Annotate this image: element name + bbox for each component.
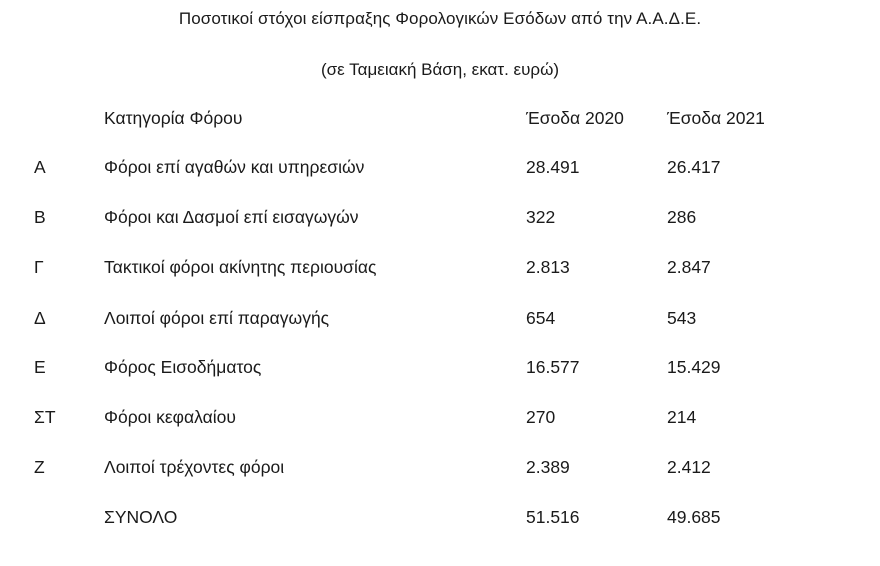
row-category: Λοιποί φόροι επί παραγωγής (104, 308, 330, 328)
row-value-2020: 2.813 (526, 257, 570, 277)
table-header-row (0, 108, 880, 134)
row-category: Φόροι επί αγαθών και υπηρεσιών (104, 157, 365, 177)
total-label: ΣΥΝΟΛΟ (104, 507, 178, 527)
row-category: Τακτικοί φόροι ακίνητης περιουσίας (104, 257, 377, 277)
row-code: Β (34, 207, 46, 227)
row-value-2020: 16.577 (526, 357, 580, 377)
row-value-2020: 322 (526, 207, 556, 227)
row-code: Δ (34, 308, 46, 328)
document-subtitle: (σε Ταμειακή Βάση, εκατ. ευρώ) (320, 60, 560, 79)
row-value-2020: 28.491 (526, 157, 580, 177)
column-header-2020: Έσοδα 2020 (526, 108, 624, 128)
table-row (0, 308, 880, 334)
row-code: ΣΤ (34, 407, 56, 427)
row-value-2021: 2.847 (667, 257, 711, 277)
row-value-2021: 214 (667, 407, 697, 427)
row-value-2021: 543 (667, 308, 697, 328)
row-code: Γ (34, 257, 44, 277)
row-value-2020: 654 (526, 308, 556, 328)
row-code: Ε (34, 357, 46, 377)
row-code: Ζ (34, 457, 45, 477)
row-category: Λοιποί τρέχοντες φόροι (104, 457, 285, 477)
column-header-category: Κατηγορία Φόρου (104, 108, 243, 128)
row-value-2021: 26.417 (667, 157, 721, 177)
table-row (0, 407, 880, 433)
row-value-2020: 2.389 (526, 457, 570, 477)
row-category: Φόροι και Δασμοί επί εισαγωγών (104, 207, 359, 227)
row-value-2021: 15.429 (667, 357, 721, 377)
table-row (0, 157, 880, 183)
total-value-2021: 49.685 (667, 507, 721, 527)
document-title: Ποσοτικοί στόχοι είσπραξης Φορολογικών Εσόδων από την Α.Α.Δ.Ε. (178, 9, 702, 28)
row-category: Φόροι κεφαλαίου (104, 407, 236, 427)
row-value-2021: 2.412 (667, 457, 711, 477)
total-value-2020: 51.516 (526, 507, 580, 527)
table-row (0, 207, 880, 233)
column-header-2021: Έσοδα 2021 (667, 108, 765, 128)
row-code: Α (34, 157, 46, 177)
table-row (0, 457, 880, 483)
table-total-row (0, 507, 880, 533)
table-row (0, 257, 880, 283)
row-value-2020: 270 (526, 407, 556, 427)
row-value-2021: 286 (667, 207, 697, 227)
table-row (0, 357, 880, 383)
row-category: Φόρος Εισοδήματος (104, 357, 262, 377)
